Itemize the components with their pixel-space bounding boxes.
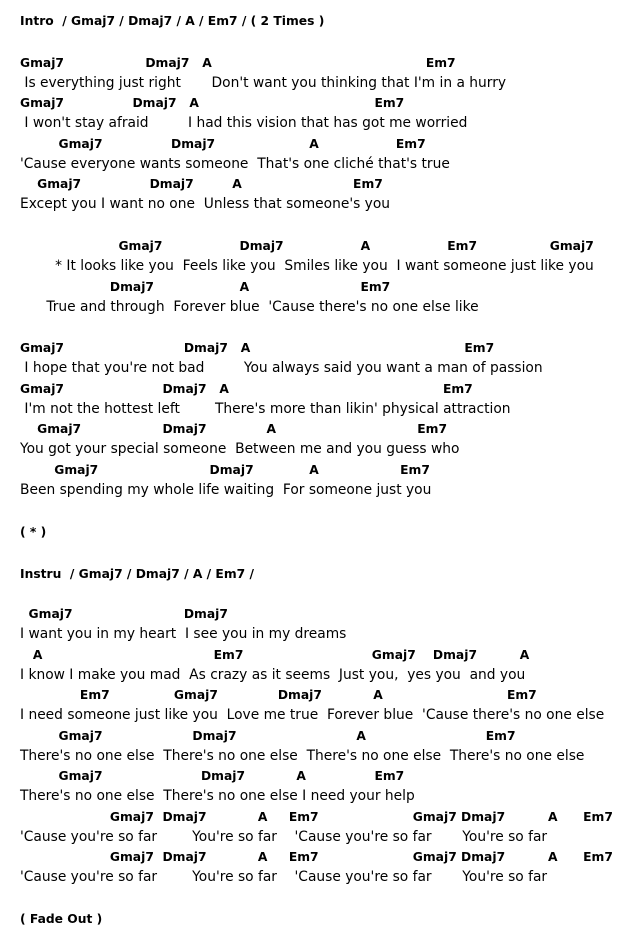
lyric-line: I'm not the hottest left There's more than likin' physical attraction <box>20 401 511 417</box>
chord-line: Dmaj7 A Em7 <box>20 280 391 294</box>
chord-line: Gmaj7 Dmaj7 A Em7 <box>20 177 383 191</box>
fade-out-marker: ( Fade Out ) <box>20 912 103 926</box>
lyric-line: 'Cause you're so far You're so far 'Cause you're so far You're so far <box>20 829 548 845</box>
chorus-repeat-marker: ( * ) <box>20 525 47 539</box>
chord-line: Gmaj7 Dmaj7 A Em7 <box>20 463 430 477</box>
instrumental-heading: Instru / Gmaj7 / Dmaj7 / A / Em7 / <box>20 567 254 581</box>
lyric-line: I won't stay afraid I had this vision that has got me worried <box>20 115 468 131</box>
chorus-lyric-line: True and through Forever blue 'Cause there's no one else like <box>20 299 479 315</box>
chord-line: Gmaj7 Dmaj7 A Em7 <box>20 382 473 396</box>
lyric-line: Is everything just right Don't want you thinking that I'm in a hurry <box>20 75 507 91</box>
chord-line: Gmaj7 Dmaj7 A Em7 <box>20 341 495 355</box>
lyric-line: 'Cause everyone wants someone That's one cliché that's true <box>20 156 450 172</box>
chord-line: Gmaj7 Dmaj7 A Em7 Gmaj7 Dmaj7 A Em7 <box>20 810 613 824</box>
chord-line: Gmaj7 Dmaj7 A Em7 <box>20 96 405 110</box>
chord-line: Gmaj7 Dmaj7 A Em7 <box>20 729 516 743</box>
chord-line: Gmaj7 Dmaj7 <box>20 607 228 621</box>
chord-line: Em7 Gmaj7 Dmaj7 A Em7 <box>20 688 537 702</box>
chord-line: Gmaj7 Dmaj7 A Em7 <box>20 422 448 436</box>
lyric-line: Except you I want no one Unless that someone's you <box>20 196 391 212</box>
lyric-line: You got your special someone Between me and you guess who <box>20 441 460 457</box>
chord-line: A Em7 Gmaj7 Dmaj7 A <box>20 648 530 662</box>
lyric-line: I need someone just like you Love me true Forever blue 'Cause there's no one else <box>20 707 605 723</box>
chord-line: Gmaj7 Dmaj7 A Em7 <box>20 137 426 151</box>
lyric-line: I know I make you mad As crazy as it seems Just you, yes you and you <box>20 667 526 683</box>
lyric-line: There's no one else There's no one else There's no one else There's no one else <box>20 748 585 764</box>
lyric-line: 'Cause you're so far You're so far 'Cause you're so far You're so far <box>20 869 548 885</box>
lyric-line: There's no one else There's no one else I need your help <box>20 788 415 804</box>
chorus-lyric-line: * It looks like you Feels like you Smiles like you I want someone just like you <box>20 258 594 274</box>
chord-line: Gmaj7 Dmaj7 A Em7 Gmaj7 Dmaj7 A Em7 <box>20 850 613 864</box>
chord-line: Gmaj7 Dmaj7 A Em7 <box>20 769 405 783</box>
chord-line: Gmaj7 Dmaj7 A Em7 <box>20 56 456 70</box>
lyric-line: I want you in my heart I see you in my dreams <box>20 626 347 642</box>
chord-line: Gmaj7 Dmaj7 A Em7 Gmaj7 <box>20 239 594 253</box>
intro-heading: Intro / Gmaj7 / Dmaj7 / A / Em7 / ( 2 Times ) <box>20 14 325 28</box>
lyric-line: I hope that you're not bad You always said you want a man of passion <box>20 360 543 376</box>
lyric-line: Been spending my whole life waiting For someone just you <box>20 482 432 498</box>
